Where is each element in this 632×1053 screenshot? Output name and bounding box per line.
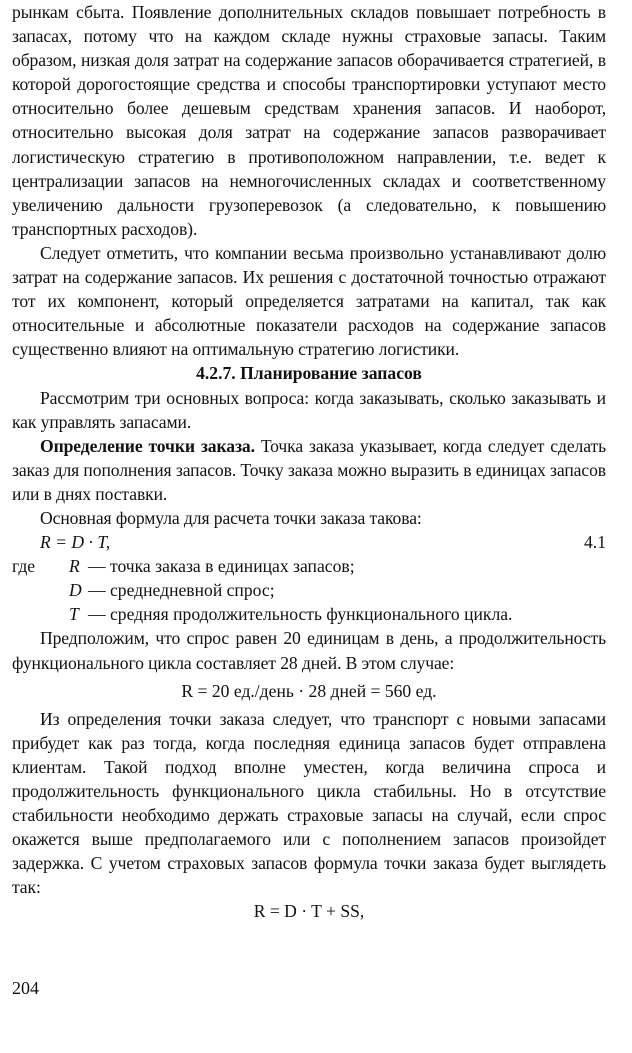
definition-text: — среднедневной спрос; [88, 580, 275, 601]
definition-variable: R [69, 556, 80, 577]
term-heading: Определение точки заказа. [40, 435, 255, 456]
paragraph: Основная формула для расчета точки заказа такова: [40, 507, 422, 528]
paragraph: Следует отметить, что компании весьма произвольно устанавливают долю затрат на содержание запасов. Их решения с достаточной точностью отражают тот их компонент, который определяется затратами на капитал, так как относительные и абсолютные показатели расходов на содержание запасов существенно влияют на оптимальную стратегию логистики. [12, 242, 606, 360]
section-heading: 4.2.7. Планирование запасов [196, 363, 422, 384]
definition-text: — точка заказа в единицах запасов; [88, 556, 355, 577]
definition-text: — средняя продолжительность функционального цикла. [88, 604, 513, 625]
paragraph-text: Точка заказа указывает, когда следует сделать заказ для пополнения запасов. Точку заказа можно выразить в единицах запасов или в днях поставки. [12, 435, 606, 504]
paragraph: рынкам сбыта. Появление дополнительных складов повышает потребность в запасах, потому что на каждом складе нужны страховые запасы. Таким образом, низкая доля затрат на содержание запасов оборачивается стратегией, в которой дорогостоящие средства и способы транспортировки уступают место относительно более дешевым средствам хранения запасов. И наоборот, относительно высокая доля затрат на содержание запасов разворачивает логистическую стратегию в противоположном направлении, т.е. ведет к централизации запасов на немногочисленных складах и соответственному увеличению дальности грузоперевозок (а следовательно, к повышению транспортных расходов). [12, 2, 606, 239]
formula-row [12, 530, 606, 554]
paragraph: Из определения точки заказа следует, что транспорт с новыми запасами прибудет как раз тогда, когда последняя единица запасов будет отправлена клиентам. Такой подход вполне уместен, когда величина спроса и продолжительность функционального цикла стабильны. Но в отсутствие стабильности необходимо держать страховые запасы на случай, если спрос окажется выше предполагаемого или с пополнением запасов произойдет задержка. С учетом страховых запасов формула точки заказа будет выглядеть так: [12, 708, 606, 898]
paragraph: Рассмотрим три основных вопроса: когда заказывать, сколько заказывать и как управлять запасами. [12, 387, 606, 432]
definition-row [12, 554, 606, 578]
definition-row [12, 578, 606, 602]
where-label: где [12, 556, 36, 577]
formula-number: 4.1 [584, 532, 606, 553]
page-number: 204 [12, 978, 39, 998]
formula: R = D · T, [40, 532, 111, 553]
example-formula: R = 20 ед./день · 28 дней = 560 ед. [181, 680, 437, 701]
definition-row [12, 602, 606, 626]
paragraph [12, 434, 606, 506]
formula: R = D · T + SS, [253, 901, 365, 922]
page-content [12, 0, 606, 923]
paragraph: Предположим, что спрос равен 20 единицам в день, а продолжительность функционального цикла составляет 28 дней. В этом случае: [12, 628, 606, 673]
definition-variable: T [69, 604, 79, 625]
definition-variable: D [69, 580, 82, 601]
